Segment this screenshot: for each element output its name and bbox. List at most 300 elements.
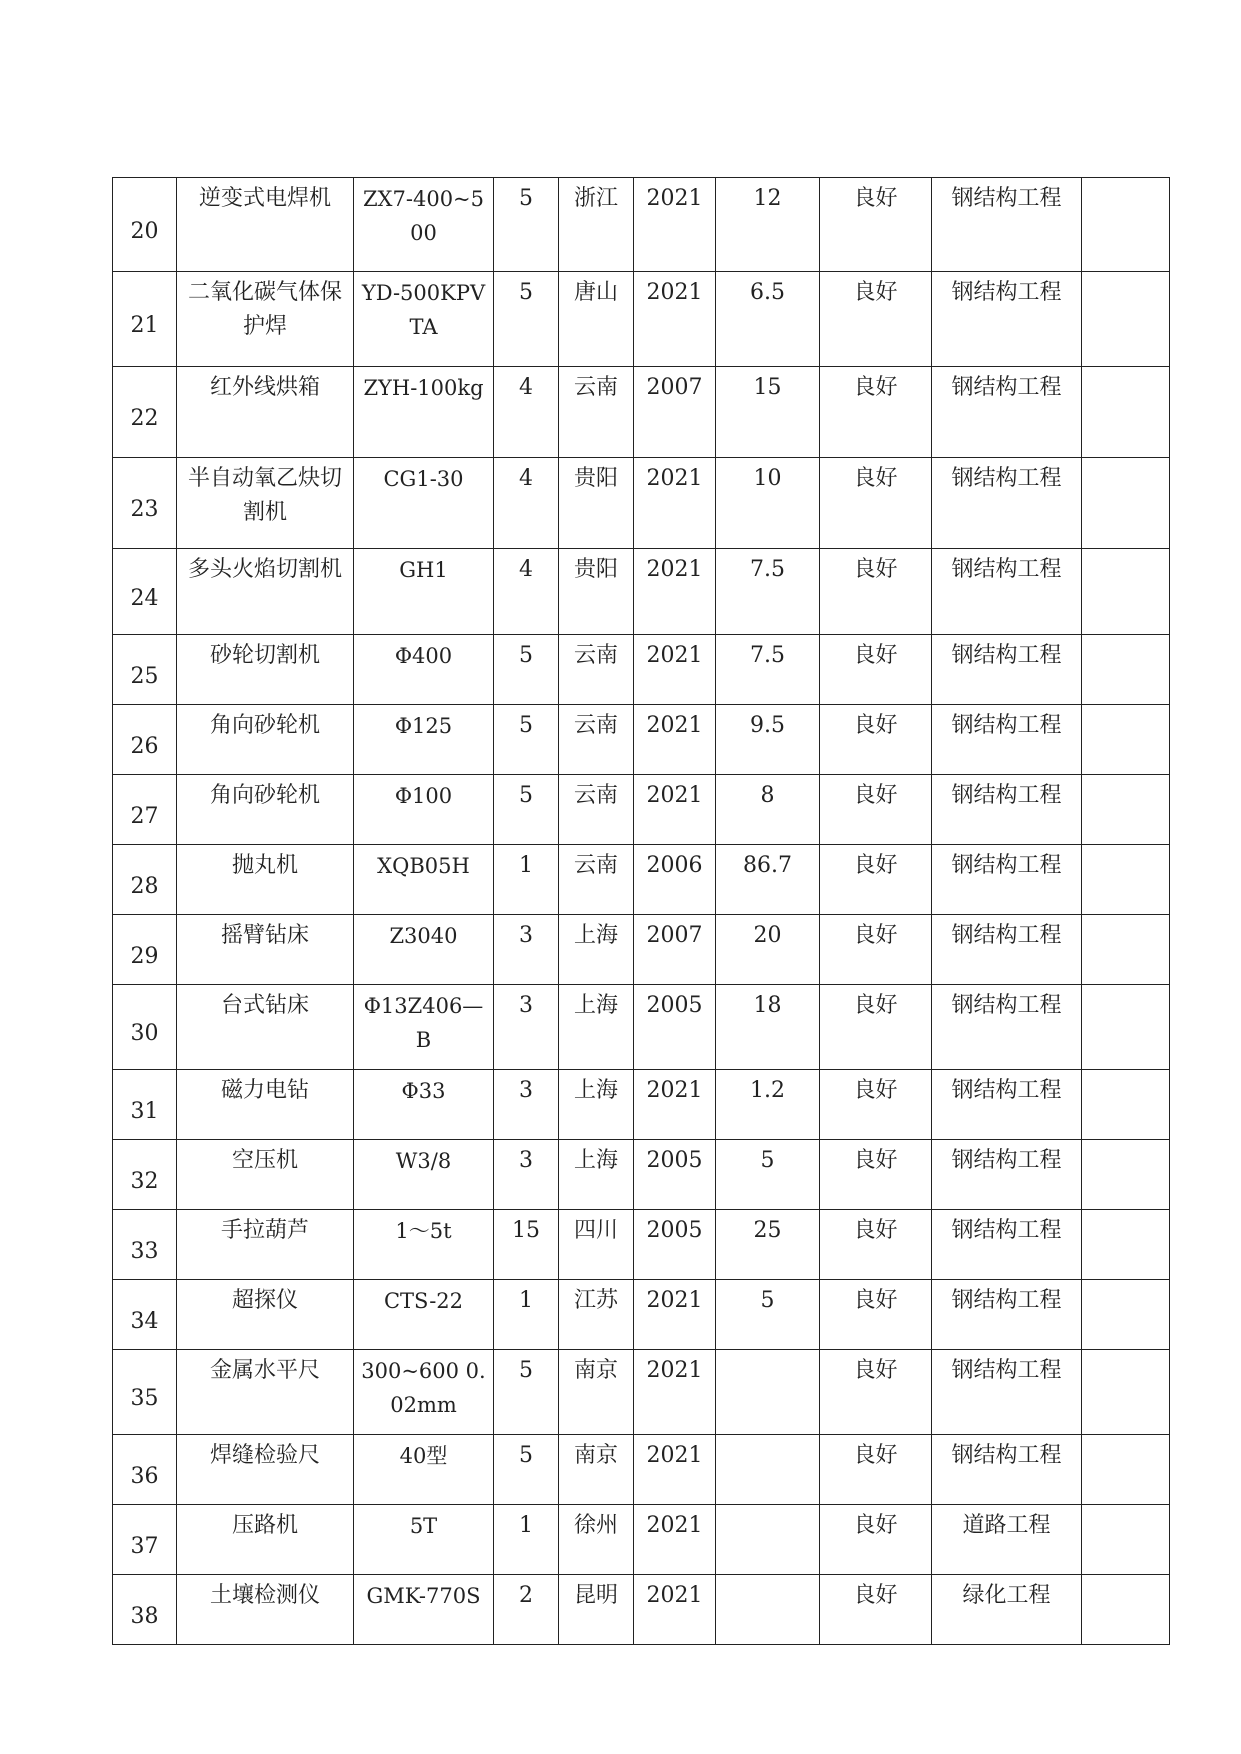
cell-status-text: 良好 bbox=[853, 643, 898, 668]
cell-year-text: 2007 bbox=[646, 923, 703, 948]
cell-remark-text bbox=[1082, 915, 1169, 919]
cell-power bbox=[716, 1280, 820, 1350]
cell-status-text: 良好 bbox=[853, 1513, 898, 1538]
cell-remark-text bbox=[1082, 549, 1169, 553]
cell-status bbox=[820, 985, 932, 1070]
cell-no-text: 35 bbox=[130, 1386, 159, 1411]
cell-name-text: 空压机 bbox=[231, 1148, 298, 1173]
cell-no bbox=[113, 635, 177, 705]
cell-year bbox=[634, 1575, 716, 1645]
cell-status bbox=[820, 705, 932, 775]
cell-origin bbox=[559, 1140, 634, 1210]
cell-power bbox=[716, 775, 820, 845]
cell-qty-text: 5 bbox=[519, 783, 533, 808]
cell-qty bbox=[494, 1435, 559, 1505]
cell-no-text: 36 bbox=[130, 1463, 159, 1489]
cell-origin-text: 贵阳 bbox=[573, 466, 618, 491]
cell-status bbox=[820, 1280, 932, 1350]
cell-year-text: 2007 bbox=[646, 375, 703, 400]
cell-no-text: 26 bbox=[130, 733, 159, 759]
cell-qty-text: 5 bbox=[519, 280, 533, 305]
cell-power-text bbox=[716, 1350, 819, 1354]
cell-status bbox=[820, 1575, 932, 1645]
cell-no bbox=[113, 1505, 177, 1575]
cell-remark-text bbox=[1082, 1505, 1169, 1509]
cell-qty-text: 5 bbox=[519, 643, 533, 668]
cell-qty bbox=[494, 1070, 559, 1140]
cell-power-text: 6.5 bbox=[750, 280, 785, 305]
cell-power bbox=[716, 985, 820, 1070]
cell-model bbox=[354, 458, 494, 549]
cell-remark-text bbox=[1082, 635, 1169, 639]
cell-qty bbox=[494, 549, 559, 635]
cell-year-text: 2021 bbox=[646, 783, 703, 808]
cell-no-text: 30 bbox=[130, 1021, 159, 1046]
cell-model-text: ZX7-400~500 bbox=[362, 187, 485, 245]
cell-name-text: 二氧化碳气体保护焊 bbox=[187, 280, 342, 339]
cell-status bbox=[820, 549, 932, 635]
equipment-table bbox=[112, 177, 1170, 1645]
table-row bbox=[113, 705, 1170, 775]
cell-year bbox=[634, 1350, 716, 1435]
cell-name-text: 红外线烘箱 bbox=[209, 375, 320, 400]
cell-use bbox=[932, 1140, 1082, 1210]
table-row bbox=[113, 1140, 1170, 1210]
cell-year bbox=[634, 915, 716, 985]
cell-use-text: 钢结构工程 bbox=[951, 1078, 1062, 1103]
cell-power bbox=[716, 1575, 820, 1645]
cell-use-text: 钢结构工程 bbox=[951, 783, 1062, 808]
cell-remark bbox=[1082, 1070, 1170, 1140]
cell-origin bbox=[559, 178, 634, 272]
cell-use-text: 钢结构工程 bbox=[951, 557, 1062, 582]
cell-origin-text: 四川 bbox=[573, 1218, 618, 1243]
cell-origin bbox=[559, 635, 634, 705]
cell-qty-text: 5 bbox=[519, 713, 533, 738]
cell-status bbox=[820, 367, 932, 458]
cell-use bbox=[932, 549, 1082, 635]
cell-year bbox=[634, 1070, 716, 1140]
cell-name-text: 金属水平尺 bbox=[209, 1358, 320, 1383]
cell-power bbox=[716, 1505, 820, 1575]
cell-name-text: 超探仪 bbox=[231, 1288, 298, 1313]
cell-use-text: 绿化工程 bbox=[962, 1583, 1051, 1608]
cell-year bbox=[634, 845, 716, 915]
cell-use-text: 钢结构工程 bbox=[951, 853, 1062, 878]
cell-name bbox=[177, 549, 354, 635]
cell-origin bbox=[559, 985, 634, 1070]
cell-use-text: 钢结构工程 bbox=[951, 186, 1062, 211]
cell-model bbox=[354, 1575, 494, 1645]
cell-status bbox=[820, 1435, 932, 1505]
cell-model bbox=[354, 367, 494, 458]
cell-year bbox=[634, 458, 716, 549]
cell-origin bbox=[559, 1575, 634, 1645]
cell-status-text: 良好 bbox=[853, 853, 898, 878]
cell-name bbox=[177, 635, 354, 705]
cell-name-text: 磁力电钻 bbox=[220, 1078, 309, 1103]
cell-no bbox=[113, 272, 177, 367]
cell-remark bbox=[1082, 635, 1170, 705]
cell-year bbox=[634, 178, 716, 272]
cell-remark bbox=[1082, 1575, 1170, 1645]
cell-power-text bbox=[716, 1435, 819, 1439]
table-row bbox=[113, 367, 1170, 458]
cell-no bbox=[113, 1140, 177, 1210]
cell-use bbox=[932, 775, 1082, 845]
cell-origin-text: 南京 bbox=[573, 1443, 618, 1468]
cell-status-text: 良好 bbox=[853, 186, 898, 211]
cell-remark-text bbox=[1082, 845, 1169, 849]
cell-origin bbox=[559, 458, 634, 549]
cell-qty-text: 5 bbox=[519, 186, 533, 211]
cell-no bbox=[113, 1350, 177, 1435]
cell-qty bbox=[494, 1140, 559, 1210]
cell-status bbox=[820, 178, 932, 272]
cell-remark bbox=[1082, 1435, 1170, 1505]
cell-year bbox=[634, 775, 716, 845]
cell-status bbox=[820, 845, 932, 915]
cell-model bbox=[354, 1350, 494, 1435]
cell-model bbox=[354, 845, 494, 915]
cell-no bbox=[113, 1210, 177, 1280]
cell-status-text: 良好 bbox=[853, 557, 898, 582]
cell-remark-text bbox=[1082, 1350, 1169, 1354]
cell-use bbox=[932, 1575, 1082, 1645]
cell-name-text: 多头火焰切割机 bbox=[187, 557, 342, 582]
table-row bbox=[113, 272, 1170, 367]
cell-model bbox=[354, 1280, 494, 1350]
cell-no-text: 22 bbox=[130, 406, 159, 431]
cell-origin bbox=[559, 1435, 634, 1505]
cell-origin bbox=[559, 1070, 634, 1140]
cell-use-text: 钢结构工程 bbox=[951, 1218, 1062, 1243]
cell-name bbox=[177, 1210, 354, 1280]
cell-model-text: CTS-22 bbox=[383, 1289, 464, 1313]
cell-model bbox=[354, 775, 494, 845]
cell-qty-text: 2 bbox=[519, 1583, 533, 1608]
cell-name bbox=[177, 1070, 354, 1140]
cell-name bbox=[177, 272, 354, 367]
cell-use-text: 钢结构工程 bbox=[951, 993, 1062, 1018]
cell-remark bbox=[1082, 178, 1170, 272]
cell-no bbox=[113, 367, 177, 458]
cell-use-text: 钢结构工程 bbox=[951, 466, 1062, 491]
cell-model bbox=[354, 1505, 494, 1575]
cell-qty bbox=[494, 845, 559, 915]
cell-remark-text bbox=[1082, 458, 1169, 462]
cell-status bbox=[820, 775, 932, 845]
cell-use bbox=[932, 178, 1082, 272]
cell-use-text: 钢结构工程 bbox=[951, 1148, 1062, 1173]
cell-qty bbox=[494, 272, 559, 367]
table-row bbox=[113, 635, 1170, 705]
cell-no-text: 27 bbox=[130, 803, 159, 829]
cell-origin bbox=[559, 705, 634, 775]
cell-use bbox=[932, 1210, 1082, 1280]
cell-use bbox=[932, 1350, 1082, 1435]
cell-no bbox=[113, 1435, 177, 1505]
cell-use-text: 钢结构工程 bbox=[951, 713, 1062, 738]
cell-use-text: 钢结构工程 bbox=[951, 1443, 1062, 1468]
cell-remark bbox=[1082, 775, 1170, 845]
cell-name bbox=[177, 178, 354, 272]
cell-name bbox=[177, 1435, 354, 1505]
cell-name bbox=[177, 915, 354, 985]
table-row bbox=[113, 915, 1170, 985]
cell-qty bbox=[494, 1350, 559, 1435]
cell-no-text: 29 bbox=[130, 943, 159, 969]
cell-remark-text bbox=[1082, 1575, 1169, 1579]
cell-no bbox=[113, 985, 177, 1070]
cell-name-text: 焊缝检验尺 bbox=[209, 1443, 320, 1468]
cell-status bbox=[820, 458, 932, 549]
cell-power bbox=[716, 1070, 820, 1140]
cell-origin-text: 云南 bbox=[573, 853, 618, 878]
cell-model bbox=[354, 1210, 494, 1280]
cell-power bbox=[716, 458, 820, 549]
cell-no-text: 23 bbox=[130, 497, 159, 522]
cell-year bbox=[634, 1435, 716, 1505]
cell-year-text: 2021 bbox=[646, 1288, 703, 1313]
cell-power bbox=[716, 915, 820, 985]
cell-use-text: 钢结构工程 bbox=[951, 375, 1062, 400]
cell-model bbox=[354, 1140, 494, 1210]
cell-year bbox=[634, 549, 716, 635]
cell-power bbox=[716, 845, 820, 915]
cell-no-text: 25 bbox=[130, 663, 159, 689]
cell-origin bbox=[559, 915, 634, 985]
table-row bbox=[113, 985, 1170, 1070]
cell-origin-text: 云南 bbox=[573, 375, 618, 400]
cell-no bbox=[113, 1280, 177, 1350]
cell-use bbox=[932, 705, 1082, 775]
cell-remark bbox=[1082, 272, 1170, 367]
cell-year bbox=[634, 367, 716, 458]
cell-no bbox=[113, 178, 177, 272]
cell-use-text: 钢结构工程 bbox=[951, 1358, 1062, 1383]
cell-power-text: 86.7 bbox=[743, 853, 792, 878]
cell-status-text: 良好 bbox=[853, 993, 898, 1018]
cell-remark bbox=[1082, 367, 1170, 458]
cell-use bbox=[932, 367, 1082, 458]
cell-year-text: 2006 bbox=[646, 853, 703, 878]
cell-status-text: 良好 bbox=[853, 783, 898, 808]
cell-status-text: 良好 bbox=[853, 1443, 898, 1468]
cell-use-text: 钢结构工程 bbox=[951, 1288, 1062, 1313]
cell-power bbox=[716, 1435, 820, 1505]
cell-remark bbox=[1082, 1280, 1170, 1350]
cell-year bbox=[634, 985, 716, 1070]
table-row bbox=[113, 549, 1170, 635]
cell-name-text: 角向砂轮机 bbox=[209, 783, 320, 808]
cell-origin bbox=[559, 775, 634, 845]
cell-qty bbox=[494, 775, 559, 845]
cell-no-text: 20 bbox=[130, 218, 159, 244]
cell-qty-text: 4 bbox=[519, 375, 533, 400]
cell-origin bbox=[559, 272, 634, 367]
cell-qty-text: 3 bbox=[519, 923, 533, 948]
cell-status-text: 良好 bbox=[853, 1078, 898, 1103]
cell-remark bbox=[1082, 1140, 1170, 1210]
cell-no bbox=[113, 845, 177, 915]
cell-model-text: ZYH-100kg bbox=[363, 376, 484, 400]
cell-origin-text: 浙江 bbox=[573, 186, 618, 211]
cell-use-text: 钢结构工程 bbox=[951, 643, 1062, 668]
cell-year-text: 2021 bbox=[646, 1443, 703, 1468]
cell-no bbox=[113, 775, 177, 845]
cell-no-text: 37 bbox=[130, 1533, 159, 1559]
table-row bbox=[113, 1435, 1170, 1505]
cell-qty bbox=[494, 458, 559, 549]
cell-name bbox=[177, 845, 354, 915]
cell-power-text: 25 bbox=[753, 1218, 782, 1243]
cell-qty-text: 4 bbox=[519, 466, 533, 491]
cell-power-text: 18 bbox=[753, 993, 782, 1018]
cell-year bbox=[634, 705, 716, 775]
cell-model-text: Φ400 bbox=[394, 644, 453, 668]
cell-origin-text: 上海 bbox=[573, 1148, 618, 1173]
cell-name bbox=[177, 985, 354, 1070]
cell-year-text: 2021 bbox=[646, 1358, 703, 1383]
cell-name-text: 角向砂轮机 bbox=[209, 713, 320, 738]
cell-qty-text: 5 bbox=[519, 1358, 533, 1383]
cell-no-text: 21 bbox=[130, 313, 159, 338]
cell-origin-text: 昆明 bbox=[573, 1583, 618, 1608]
cell-qty-text: 3 bbox=[519, 1078, 533, 1103]
cell-remark-text bbox=[1082, 367, 1169, 371]
table-row bbox=[113, 1575, 1170, 1645]
cell-power-text bbox=[716, 1575, 819, 1579]
cell-year bbox=[634, 635, 716, 705]
cell-model bbox=[354, 549, 494, 635]
table-row bbox=[113, 845, 1170, 915]
cell-use bbox=[932, 985, 1082, 1070]
cell-no-text: 33 bbox=[130, 1238, 159, 1264]
cell-qty bbox=[494, 1210, 559, 1280]
cell-power-text: 1.2 bbox=[750, 1078, 785, 1103]
table-row bbox=[113, 1505, 1170, 1575]
cell-use bbox=[932, 915, 1082, 985]
cell-status bbox=[820, 915, 932, 985]
cell-remark bbox=[1082, 1210, 1170, 1280]
cell-no-text: 32 bbox=[130, 1168, 159, 1194]
cell-remark bbox=[1082, 549, 1170, 635]
cell-use bbox=[932, 635, 1082, 705]
cell-year bbox=[634, 1210, 716, 1280]
cell-year bbox=[634, 1280, 716, 1350]
cell-name bbox=[177, 367, 354, 458]
cell-qty-text: 3 bbox=[519, 1148, 533, 1173]
table-row bbox=[113, 1070, 1170, 1140]
cell-model bbox=[354, 178, 494, 272]
cell-model bbox=[354, 272, 494, 367]
cell-model bbox=[354, 635, 494, 705]
cell-year-text: 2021 bbox=[646, 557, 703, 582]
cell-power bbox=[716, 1210, 820, 1280]
cell-no bbox=[113, 1575, 177, 1645]
cell-name bbox=[177, 705, 354, 775]
cell-origin bbox=[559, 1210, 634, 1280]
cell-remark-text bbox=[1082, 1140, 1169, 1144]
cell-power bbox=[716, 178, 820, 272]
cell-model-text: GH1 bbox=[399, 558, 448, 582]
cell-status bbox=[820, 1350, 932, 1435]
cell-power bbox=[716, 1140, 820, 1210]
cell-remark-text bbox=[1082, 272, 1169, 276]
cell-year-text: 2021 bbox=[646, 1078, 703, 1103]
cell-remark-text bbox=[1082, 1210, 1169, 1214]
cell-name bbox=[177, 775, 354, 845]
cell-year-text: 2021 bbox=[646, 1513, 703, 1538]
cell-use-text: 钢结构工程 bbox=[951, 280, 1062, 305]
cell-origin-text: 云南 bbox=[573, 643, 618, 668]
cell-status bbox=[820, 1210, 932, 1280]
cell-use bbox=[932, 272, 1082, 367]
cell-name bbox=[177, 1280, 354, 1350]
cell-use bbox=[932, 1280, 1082, 1350]
cell-model bbox=[354, 985, 494, 1070]
cell-remark bbox=[1082, 1350, 1170, 1435]
cell-qty bbox=[494, 985, 559, 1070]
cell-power bbox=[716, 705, 820, 775]
table-row bbox=[113, 1280, 1170, 1350]
cell-name-text: 压路机 bbox=[231, 1513, 298, 1538]
cell-origin-text: 上海 bbox=[573, 993, 618, 1018]
cell-power-text: 7.5 bbox=[750, 557, 785, 582]
cell-power-text: 5 bbox=[760, 1148, 775, 1173]
cell-model-text: XQB05H bbox=[377, 854, 470, 878]
cell-no bbox=[113, 705, 177, 775]
cell-origin-text: 南京 bbox=[573, 1358, 618, 1383]
cell-model-text: YD-500KPVTA bbox=[361, 281, 486, 339]
cell-power bbox=[716, 272, 820, 367]
cell-origin bbox=[559, 549, 634, 635]
table-row bbox=[113, 775, 1170, 845]
cell-name-text: 台式钻床 bbox=[220, 993, 309, 1018]
cell-power-text: 10 bbox=[753, 466, 782, 491]
cell-remark-text bbox=[1082, 1070, 1169, 1074]
cell-status-text: 良好 bbox=[853, 1583, 898, 1608]
cell-use-text: 道路工程 bbox=[962, 1513, 1051, 1538]
cell-remark bbox=[1082, 458, 1170, 549]
cell-no-text: 38 bbox=[130, 1603, 159, 1629]
cell-year-text: 2005 bbox=[646, 1148, 703, 1173]
cell-qty bbox=[494, 1280, 559, 1350]
cell-remark-text bbox=[1082, 178, 1169, 182]
cell-year-text: 2021 bbox=[646, 643, 703, 668]
cell-status bbox=[820, 1140, 932, 1210]
cell-status-text: 良好 bbox=[853, 923, 898, 948]
cell-power-text: 15 bbox=[753, 375, 782, 400]
cell-status bbox=[820, 1505, 932, 1575]
cell-model bbox=[354, 915, 494, 985]
cell-remark bbox=[1082, 845, 1170, 915]
cell-no bbox=[113, 549, 177, 635]
cell-model-text: Z3040 bbox=[389, 924, 458, 948]
cell-no-text: 34 bbox=[130, 1308, 159, 1334]
cell-origin-text: 贵阳 bbox=[573, 557, 618, 582]
cell-name-text: 砂轮切割机 bbox=[209, 643, 320, 668]
cell-status bbox=[820, 272, 932, 367]
table-row bbox=[113, 458, 1170, 549]
table-row bbox=[113, 1350, 1170, 1435]
cell-power bbox=[716, 1350, 820, 1435]
cell-qty-text: 1 bbox=[519, 853, 533, 878]
cell-qty bbox=[494, 1505, 559, 1575]
cell-status-text: 良好 bbox=[853, 1218, 898, 1243]
cell-year bbox=[634, 1140, 716, 1210]
